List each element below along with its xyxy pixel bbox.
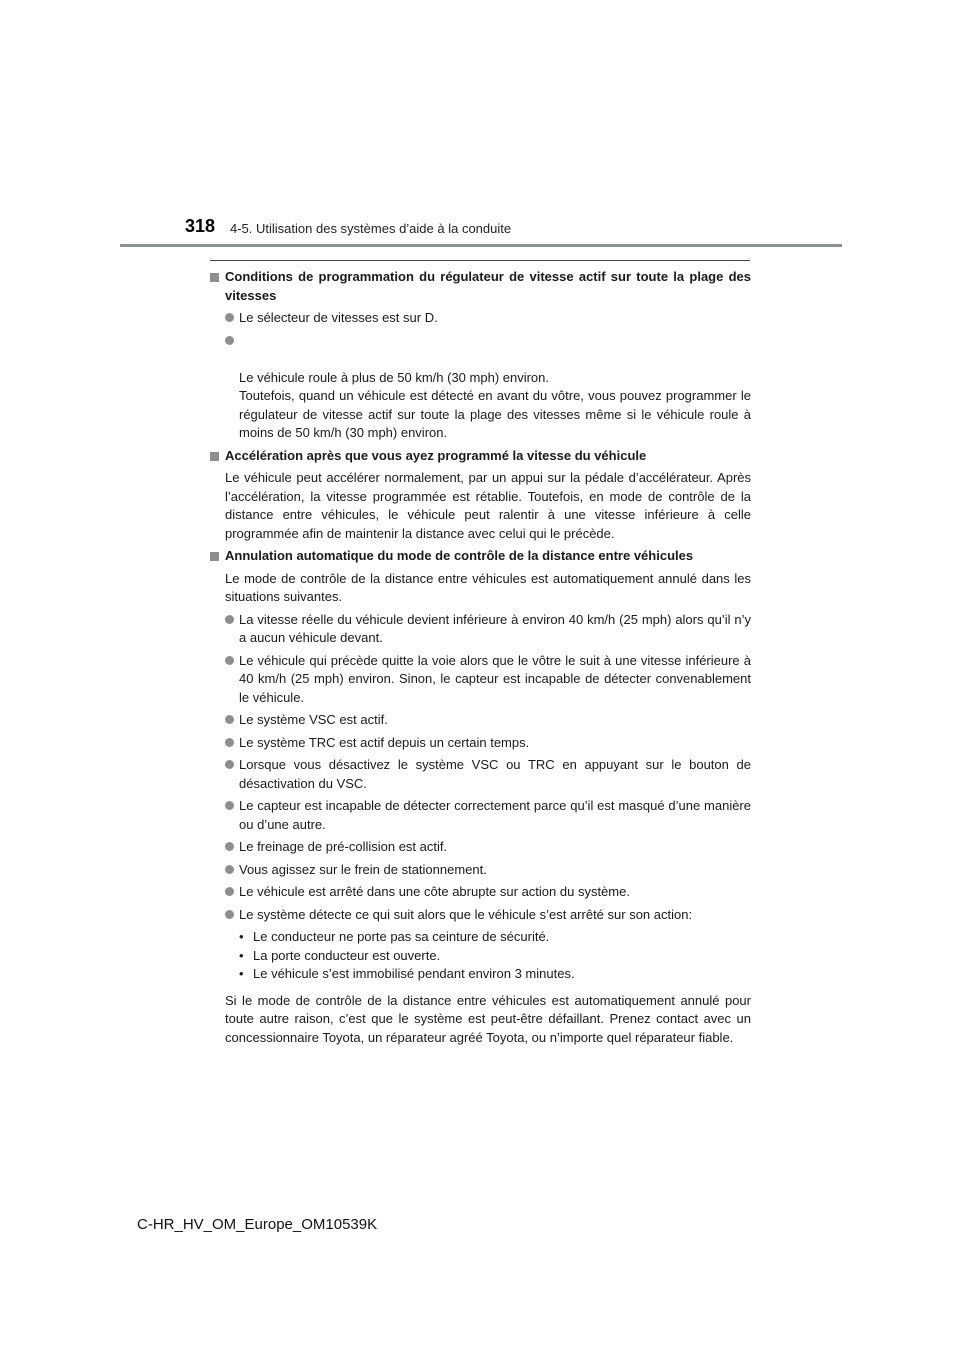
sub-list-item [210,928,751,947]
circle-bullet-icon [225,615,234,624]
list-item [210,756,751,793]
list-item [210,906,751,925]
circle-bullet-icon [225,887,234,896]
list-item [210,332,751,443]
sub-list-item-text: Le conducteur ne porte pas sa ceinture de sécurité. [253,929,550,944]
circle-bullet-icon [225,801,234,810]
dot-marker: • [239,947,244,963]
footer-doc-code: C-HR_HV_OM_Europe_OM10539K [137,1216,378,1233]
circle-bullet-icon [225,760,234,769]
circle-bullet-icon [225,715,234,724]
section-title: 4-5. Utilisation des systèmes d’aide à la conduite [230,221,512,236]
square-bullet-icon [210,273,219,282]
list-item [210,309,751,328]
list-item [210,861,751,880]
section-heading [210,268,751,305]
content-body [210,268,751,1051]
list-item-text: Vous agissez sur le frein de stationnement. [239,861,487,877]
square-bullet-icon [210,452,219,461]
closing-paragraph: Si le mode de contrôle de la distance entre véhicules est automatiquement annulé pour toute autre raison, c’est que le système est peut-être défaillant. Prenez contact avec un concessionnaire Toyota, un réparateur agréé Toyota, ou n’importe quel réparateur fiable. [225,992,751,1045]
heading-text: Conditions de programmation du régulateur de vitesse actif sur toute la plage des vitesses [225,269,751,303]
list-item [210,711,751,730]
list-item [210,611,751,648]
list-item-text: Le véhicule qui précède quitte la voie alors que le vôtre le suit à une vitesse inférieure à 40 km/h (25 mph) environ. Sinon, le capteur est incapable de détecter convenablement le véhicule. [239,652,751,705]
section-heading [210,447,751,466]
heading-text: Annulation automatique du mode de contrôle de la distance entre véhicules [225,548,694,563]
square-bullet-icon [210,552,219,561]
paragraph: Le véhicule peut accélérer normalement, par un appui sur la pédale d’accélérateur. Après l’accélération, la vitesse programmée est rétablie. Toutefois, en mode de contrôle de la distance entre véhicules, le véhicule peut ralentir à une vitesse inférieure à celle programmée afin de maintenir la distance avec celui qui le précède. [225,470,751,541]
list-item-text: Lorsque vous désactivez le système VSC ou TRC en appuyant sur le bouton de désactivation du VSC. [239,757,751,791]
sub-list-item [210,965,751,984]
circle-bullet-icon [225,313,234,322]
circle-bullet-icon [225,336,234,345]
sub-list-item [210,947,751,966]
sub-list [210,928,751,984]
sub-list-item-text: La porte conducteur est ouverte. [253,947,441,963]
list-item-text: Le système VSC est actif. [239,712,388,727]
circle-bullet-icon [225,842,234,851]
list-item [210,883,751,902]
list-item [210,652,751,708]
list-item-text: Le freinage de pré-collision est actif. [239,839,448,854]
content-rule [210,260,750,261]
paragraph: Le mode de contrôle de la distance entre véhicules est automatiquement annulé dans les situations suivantes. [225,570,751,604]
list-item-text: Le système détecte ce qui suit alors que le véhicule s’est arrêté sur son action: [239,906,693,922]
heading-text: Accélération après que vous ayez programmé la vitesse du véhicule [225,447,647,463]
list-item [210,734,751,753]
page-number: 318 [185,216,216,236]
circle-bullet-icon [225,865,234,874]
list-item-text: Le sélecteur de vitesses est sur D. [239,310,438,325]
list-item-text: Le véhicule est arrêté dans une côte abrupte sur action du système. [239,884,630,899]
circle-bullet-icon [225,656,234,665]
list-item-text: Le véhicule roule à plus de 50 km/h (30 mph) environ. Toutefois, quand un véhicule est détecté en avant du vôtre, vous pouvez programmer le régulateur de vitesse actif sur toute la plage des vitesses même si le véhicule roule à moins de 50 km/h (30 mph) environ. [239,369,751,440]
dot-marker: • [239,966,244,981]
list-item-text: Le capteur est incapable de détecter correctement parce qu’il est masqué d’une manière ou d’une autre. [239,798,751,832]
list-item [210,838,751,857]
list-item-text: Le système TRC est actif depuis un certain temps. [239,734,530,750]
list-item-text: La vitesse réelle du véhicule devient inférieure à environ 40 km/h (25 mph) alors qu’il n’y a aucun véhicule devant. [239,611,751,645]
header-rule [120,244,842,247]
section-heading [210,547,751,566]
sub-list-item-text: Le véhicule s’est immobilisé pendant environ 3 minutes. [253,966,575,981]
circle-bullet-icon [225,910,234,919]
list-item [210,797,751,834]
circle-bullet-icon [225,738,234,747]
dot-marker: • [239,929,244,944]
